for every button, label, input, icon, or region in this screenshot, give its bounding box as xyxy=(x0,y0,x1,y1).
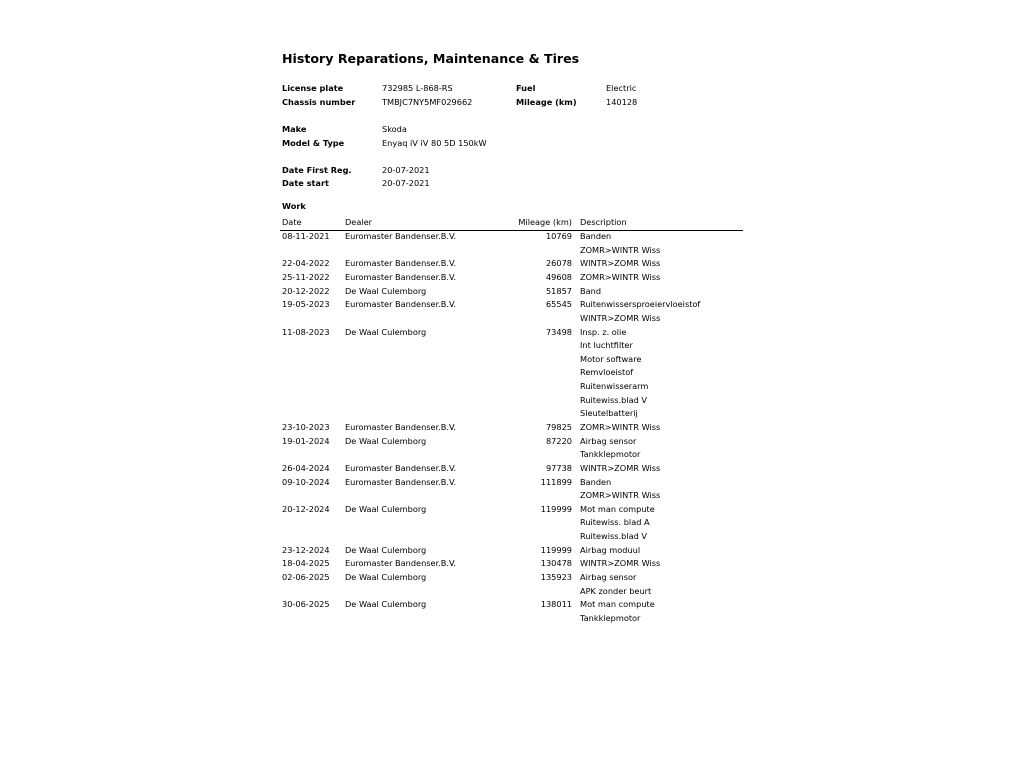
work-row xyxy=(282,230,743,257)
column-header-dealer: Dealer xyxy=(345,217,373,228)
work-mileage: 97738 xyxy=(545,462,572,473)
work-description-line: WINTR>ZOMR Wiss xyxy=(580,258,661,269)
work-mileage: 10769 xyxy=(545,231,572,242)
model-type-label: Model & Type xyxy=(282,137,345,148)
work-description-line: Ruitewiss. blad A xyxy=(580,517,650,528)
date-start-label: Date start xyxy=(282,178,329,189)
make-value: Skoda xyxy=(382,124,407,134)
work-description xyxy=(572,435,743,462)
work-description-line: WINTR>ZOMR Wiss xyxy=(580,312,661,323)
column-header-description: Description xyxy=(580,217,627,228)
work-description xyxy=(572,298,743,325)
work-dealer: Euromaster Bandenser.B.V. xyxy=(345,231,457,242)
date-first-reg-value: 20-07-2021 xyxy=(382,164,430,175)
work-row xyxy=(282,598,743,625)
license-plate-value: 732985 L-868-RS xyxy=(382,83,453,94)
work-date: 20-12-2024 xyxy=(282,503,330,514)
work-date: 11-08-2023 xyxy=(282,326,330,337)
work-row xyxy=(282,476,743,503)
work-description-line: Banden xyxy=(580,476,612,487)
date-first-reg-label: Date First Reg. xyxy=(282,164,352,175)
work-mileage: 119999 xyxy=(540,544,572,555)
work-row xyxy=(282,421,743,435)
fuel-label: Fuel xyxy=(516,83,536,94)
mileage-value: 140128 xyxy=(606,96,638,107)
work-dealer: De Waal Culemborg xyxy=(345,571,427,582)
work-date: 19-05-2023 xyxy=(282,299,330,310)
mileage-label: Mileage (km) xyxy=(516,96,577,107)
work-row xyxy=(282,435,743,462)
license-plate-label: License plate xyxy=(282,83,344,94)
column-header-mileage: Mileage (km) xyxy=(518,217,572,228)
work-row xyxy=(282,503,743,544)
work-description-line: Band xyxy=(580,285,602,296)
work-mileage: 79825 xyxy=(545,421,572,432)
chassis-number-label: Chassis number xyxy=(282,96,356,107)
work-date: 02-06-2025 xyxy=(282,571,330,582)
work-date: 20-12-2022 xyxy=(282,285,330,296)
work-row xyxy=(282,544,743,558)
work-description-line: ZOMR>WINTR Wiss xyxy=(580,244,661,255)
work-dealer: Euromaster Bandenser.B.V. xyxy=(345,462,457,473)
work-mileage: 130478 xyxy=(540,558,572,569)
work-description xyxy=(572,257,743,271)
work-mileage: 87220 xyxy=(545,435,572,446)
work-date: 08-11-2021 xyxy=(282,231,330,242)
work-description-line: Ruitenwissersproeiervloeistof xyxy=(580,299,701,310)
work-date: 25-11-2022 xyxy=(282,272,330,283)
vehicle-info-row xyxy=(282,137,702,151)
work-row xyxy=(282,571,743,598)
vehicle-info-row xyxy=(282,123,702,137)
work-description-line: Remvloeistof xyxy=(580,367,634,378)
vehicle-info-row xyxy=(282,96,702,110)
work-date: 26-04-2024 xyxy=(282,462,330,473)
work-description-line: Mot man compute xyxy=(580,503,655,514)
work-dealer: Euromaster Bandenser.B.V. xyxy=(345,258,457,269)
work-dealer: Euromaster Bandenser.B.V. xyxy=(345,476,457,487)
work-dealer: De Waal Culemborg xyxy=(345,285,427,296)
work-date: 18-04-2025 xyxy=(282,558,330,569)
column-header-date: Date xyxy=(282,217,302,228)
work-mileage: 111899 xyxy=(540,476,572,487)
work-description xyxy=(572,503,743,544)
work-mileage: 65545 xyxy=(545,299,572,310)
work-description xyxy=(572,271,743,285)
work-mileage: 119999 xyxy=(540,503,572,514)
work-dealer: Euromaster Bandenser.B.V. xyxy=(345,558,457,569)
model-type-value: Enyaq iV iV 80 5D 150kW xyxy=(382,137,487,148)
work-description-line: Tankklepmotor xyxy=(580,449,641,460)
work-dealer: De Waal Culemborg xyxy=(345,544,427,555)
work-dealer: Euromaster Bandenser.B.V. xyxy=(345,299,457,310)
date-start-value: 20-07-2021 xyxy=(382,178,430,189)
work-date: 23-10-2023 xyxy=(282,421,330,432)
work-description-line: Mot man compute xyxy=(580,599,655,610)
work-section-title: Work xyxy=(282,201,306,212)
work-row xyxy=(282,557,743,571)
work-description xyxy=(572,571,743,598)
work-date: 22-04-2022 xyxy=(282,258,330,269)
work-dealer: De Waal Culemborg xyxy=(345,599,427,610)
work-description-line: Airbag sensor xyxy=(580,435,637,446)
work-mileage: 26078 xyxy=(545,258,572,269)
work-description-line: Int luchtfilter xyxy=(580,340,633,351)
work-table-header xyxy=(282,216,743,230)
work-row xyxy=(282,271,743,285)
work-row xyxy=(282,326,743,421)
work-description xyxy=(572,285,743,299)
work-description-line: Banden xyxy=(580,231,612,242)
work-dealer: De Waal Culemborg xyxy=(345,326,427,337)
work-table-body xyxy=(282,230,743,625)
work-dealer: De Waal Culemborg xyxy=(345,435,427,446)
work-description xyxy=(572,230,743,257)
work-date: 23-12-2024 xyxy=(282,544,330,555)
work-mileage: 49608 xyxy=(545,272,572,283)
work-description xyxy=(572,462,743,476)
work-description-line: Airbag moduul xyxy=(580,544,641,555)
work-row xyxy=(282,285,743,299)
work-mileage: 138011 xyxy=(540,599,572,610)
work-description xyxy=(572,544,743,558)
work-row xyxy=(282,257,743,271)
work-description xyxy=(572,598,743,625)
vehicle-info-row xyxy=(282,177,702,191)
work-dealer: De Waal Culemborg xyxy=(345,503,427,514)
report-title: History Reparations, Maintenance & Tires xyxy=(282,51,580,66)
work-description-line: Ruitewiss.blad V xyxy=(580,531,648,542)
work-description-line: ZOMR>WINTR Wiss xyxy=(580,421,661,432)
work-date: 09-10-2024 xyxy=(282,476,330,487)
vehicle-info-row xyxy=(282,164,702,178)
work-dealer: Euromaster Bandenser.B.V. xyxy=(345,272,457,283)
work-mileage: 135923 xyxy=(540,571,572,582)
chassis-number-value: TMBJC7NY5MF029662 xyxy=(382,96,473,107)
vehicle-info-row xyxy=(282,82,702,96)
work-date: 30-06-2025 xyxy=(282,599,330,610)
work-description-line: Ruitenwisserarm xyxy=(580,381,649,392)
work-description-line: Insp. z. olie xyxy=(580,326,627,337)
work-mileage: 73498 xyxy=(545,326,572,337)
work-description-line: Sleutelbatterij xyxy=(580,408,638,419)
work-description-line: APK zonder beurt xyxy=(580,585,652,596)
make-label: Make xyxy=(282,124,307,134)
work-description-line: WINTR>ZOMR Wiss xyxy=(580,462,661,473)
work-description-line: ZOMR>WINTR Wiss xyxy=(580,272,661,283)
work-description xyxy=(572,421,743,435)
work-description xyxy=(572,326,743,421)
work-description xyxy=(572,557,743,571)
fuel-value: Electric xyxy=(606,83,637,94)
work-description-line: Motor software xyxy=(580,353,642,364)
work-description-line: WINTR>ZOMR Wiss xyxy=(580,558,661,569)
work-date: 19-01-2024 xyxy=(282,435,330,446)
work-description-line: Ruitewiss.blad V xyxy=(580,394,648,405)
work-description-line: ZOMR>WINTR Wiss xyxy=(580,490,661,501)
work-dealer: Euromaster Bandenser.B.V. xyxy=(345,421,457,432)
work-row xyxy=(282,298,743,325)
work-description-line: Tankklepmotor xyxy=(580,612,641,623)
work-mileage: 51857 xyxy=(545,285,572,296)
work-description-line: Airbag sensor xyxy=(580,571,637,582)
work-description xyxy=(572,476,743,503)
work-row xyxy=(282,462,743,476)
